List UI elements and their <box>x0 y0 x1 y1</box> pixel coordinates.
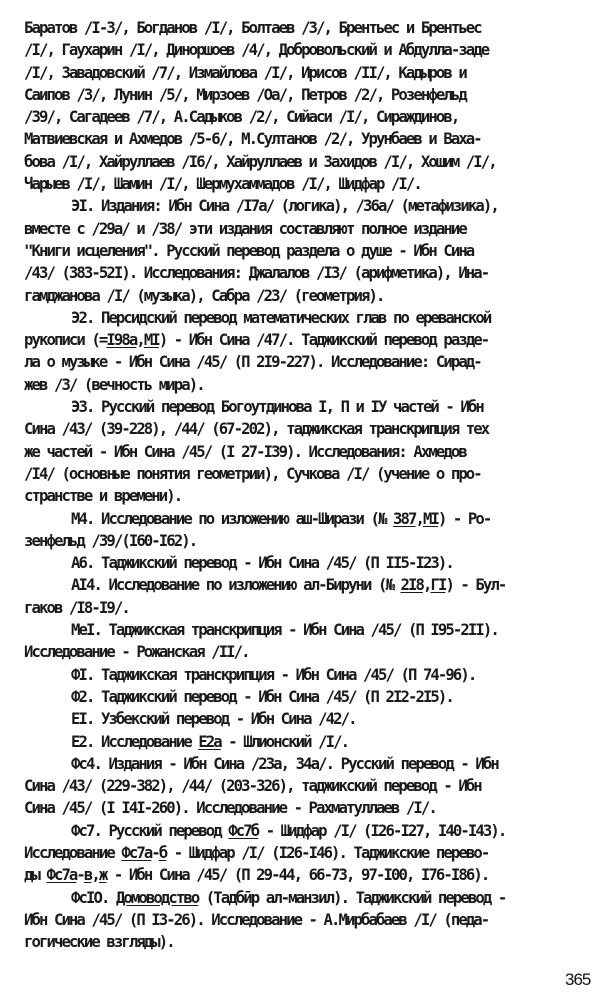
underlined-ref: Фс7а <box>121 843 152 862</box>
text-span: Ф2. Таджикский перевод - Ибн Сина /45/ (П 2I2-2I5). <box>71 687 453 706</box>
text-span: ) - Бул- <box>445 576 506 595</box>
text-span: Ибн Сина /45/ (П I3-26). Исследование - А.Мирбабаев /I/ (педа- <box>24 910 489 929</box>
underlined-ref: в <box>83 866 92 885</box>
text-span: /I/, Гаухарин /I/, Диноршоев /4/, Добровольский и Абдулла-заде <box>24 41 489 60</box>
text-line <box>24 864 590 886</box>
text-line <box>24 753 590 775</box>
document-body <box>24 17 590 953</box>
text-span: /39/, Сагадеев /7/, А.Садыков /2/, Сийаси /I/, Сираждинов, <box>24 108 459 127</box>
text-span: ) - Ро- <box>437 509 491 528</box>
text-line <box>24 463 590 485</box>
text-line <box>24 128 590 150</box>
text-span: ЕI. Узбекский перевод - Ибн Сина /42/. <box>71 710 356 729</box>
text-line <box>24 329 590 351</box>
text-span: /I4/ (основные понятия геометрии), Сучкова /I/ (учение о про- <box>24 464 481 483</box>
text-line <box>24 218 590 240</box>
text-span: Е2. Исследование <box>71 732 199 751</box>
underlined-ref: Е2а <box>198 732 221 751</box>
text-line <box>24 686 590 708</box>
text-line <box>24 508 590 530</box>
underlined-ref: ГI <box>430 576 446 595</box>
text-line <box>24 62 590 84</box>
text-line <box>24 374 590 396</box>
text-span: Сина /43/ (229-382), /44/ (203-326), таджикский перевод - Ибн <box>24 777 481 796</box>
text-line <box>24 731 590 753</box>
text-span: жев /3/ (вечность мира). <box>24 375 204 394</box>
text-line <box>24 151 590 173</box>
text-span: М4. Исследование по изложению аш-Ширази (№ <box>71 509 393 528</box>
text-span: гогические взгляды). <box>24 933 174 952</box>
text-span: /I/, Завадовский /7/, Измайлова /I/, Ирисов /II/, Кадыров и <box>24 63 466 82</box>
text-span: Э2. Персидский перевод математических глав по ереванской <box>71 308 491 327</box>
text-span: - Шидфар /I/ (I26-I27, I40-I43). <box>258 821 506 840</box>
text-span: гамджанова /I/ (музыка), Сабра /23/ (геометрия). <box>24 286 384 305</box>
text-span: - Шидфар /I/ (I26-I46). Таджикские перево- <box>166 843 489 862</box>
text-line <box>24 887 590 909</box>
page-number: 365 <box>565 970 591 989</box>
text-span: - Шлионский /I/. <box>220 732 349 751</box>
text-line <box>24 931 590 953</box>
text-span: /43/ (383-52I). Исследования: Джалалов /I3/ (арифметика), Ина- <box>24 264 489 283</box>
text-span: Сина /45/ (I I4I-260). Исследование - Рахматуллаев /I/. <box>24 799 436 818</box>
text-span: странстве и времени). <box>24 487 182 506</box>
underlined-ref: 387 <box>393 509 416 528</box>
text-span: Саипов /3/, Лунин /5/, Мирзоев /Оа/, Петров /2/, Розенфельд <box>24 85 466 104</box>
text-span: АI4. Исследование по изложению ал-Бируни (№ <box>71 576 401 595</box>
text-span: ды <box>24 866 47 885</box>
text-span: , <box>91 866 99 885</box>
text-span: гаков /I8-I9/. <box>24 598 129 617</box>
text-span: рукописи (= <box>24 331 107 350</box>
text-line <box>24 195 590 217</box>
text-line <box>24 485 590 507</box>
text-span: , <box>422 576 431 595</box>
text-span: Фс4. Издания - Ибн Сина /23а, 34а/. Русский перевод - Ибн <box>71 754 498 773</box>
text-line <box>24 842 590 864</box>
text-span: - Ибн Сина /45/ (П 29-44, 66-73, 97-I00, I76-I86). <box>106 866 489 885</box>
text-span: же частей - Ибн Сина /45/ (I 27-I39). Исследования: Ахмедов <box>24 442 466 461</box>
text-line <box>24 396 590 418</box>
text-span: "Книги исцеления". Русский перевод раздела о душе - Ибн Сина <box>24 241 474 260</box>
text-line <box>24 552 590 574</box>
text-line <box>24 240 590 262</box>
text-line <box>24 597 590 619</box>
underlined-ref: Фс7а <box>46 866 77 885</box>
text-span: вместе с /29а/ и /38/ эти издания составляют полное издание <box>24 219 466 238</box>
text-line <box>24 106 590 128</box>
text-span: ЭI. Издания: Ибн Сина /I7а/ (логика), /36а/ (метафизика), <box>71 197 498 216</box>
text-span: ФI. Таджикская транскрипция - Ибн Сина /45/ (П 74-96). <box>71 665 476 684</box>
text-line <box>24 820 590 842</box>
text-span: зенфельд /39/(I60-I62). <box>24 531 197 550</box>
text-span: - <box>76 866 84 885</box>
text-span: Сина /43/ (39-228), /44/ (67-202), таджикская транскрипция тех <box>24 420 489 439</box>
underlined-ref: МI <box>143 331 159 350</box>
text-span: , <box>136 331 144 350</box>
text-span: Чарыев /I/, Шамин /I/, Шермухаммадов /I/, Шидфар /I/. <box>24 175 421 194</box>
text-line <box>24 574 590 596</box>
text-line <box>24 39 590 61</box>
text-line <box>24 664 590 686</box>
text-line <box>24 530 590 552</box>
underlined-ref: Фс7б <box>228 821 259 840</box>
text-line <box>24 351 590 373</box>
text-span: Баратов /I-3/, Богданов /I/, Болтаев /3/, Брентьес и Брентьес <box>24 19 481 37</box>
underlined-ref: 2I8 <box>400 576 423 595</box>
text-line <box>24 708 590 730</box>
text-line <box>24 797 590 819</box>
underlined-ref: I98а <box>106 331 137 350</box>
underlined-ref: ж <box>98 866 107 885</box>
text-span: А6. Таджикский перевод - Ибн Сина /45/ (П II5-I23). <box>71 554 453 573</box>
text-line <box>24 641 590 663</box>
text-line <box>24 619 590 641</box>
text-line <box>24 17 590 39</box>
text-span: бова /I/, Хайруллаев /I6/, Хайруллаев и Захидов /I/, Хошим /I/, <box>24 152 496 171</box>
underlined-ref: Домоводство <box>115 888 199 907</box>
text-span: , <box>415 509 423 528</box>
text-line <box>24 84 590 106</box>
text-span: Матвиевская и Ахмедов /5-6/, М.Султанов /2/, Урунбаев и Ваха- <box>24 130 481 149</box>
text-span: Э3. Русский перевод Богоутдинова I, П и IУ частей - Ибн <box>71 398 483 417</box>
text-line <box>24 775 590 797</box>
text-span: ) - Ибн Сина /47/. Таджикский перевод разде- <box>158 331 489 350</box>
text-line <box>24 262 590 284</box>
text-line <box>24 307 590 329</box>
text-span: Исследование - Рожанская /II/. <box>24 643 249 662</box>
text-line <box>24 285 590 307</box>
underlined-ref: МI <box>422 509 438 528</box>
text-span: Фс7. Русский перевод <box>71 821 229 840</box>
text-span: ФсIO. <box>71 888 116 907</box>
text-span: - <box>151 843 159 862</box>
text-line <box>24 441 590 463</box>
text-line <box>24 909 590 931</box>
text-span: ла о музыке - Ибн Сина /45/ (П 2I9-227). Исследование: Сирад- <box>24 353 481 372</box>
underlined-ref: б <box>158 843 167 862</box>
text-line <box>24 418 590 440</box>
text-line <box>24 173 590 195</box>
text-span: МеI. Таджикская транскрипция - Ибн Сина /45/ (П I95-2II). <box>71 621 498 640</box>
text-span: Исследование <box>24 843 122 862</box>
text-span: (Тадбӣр ал-манзил). Таджикский перевод - <box>198 888 506 907</box>
